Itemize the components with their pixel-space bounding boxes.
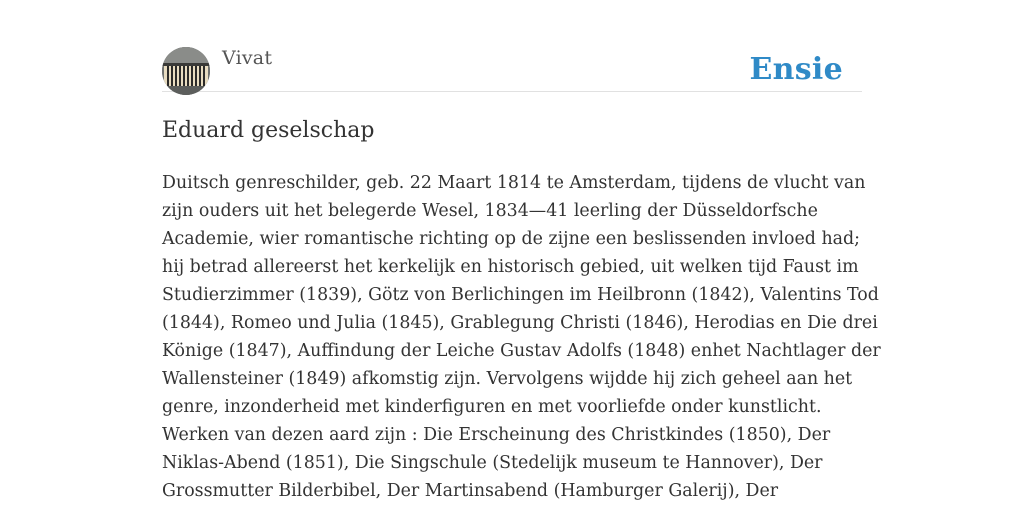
book-spines-avatar-icon — [162, 47, 210, 95]
article-body — [162, 169, 881, 505]
body-line: zijn ouders uit het belegerde Wesel, 1834—41 leerling der Düsseldorfsche — [162, 201, 818, 221]
brand-logo[interactable]: Ensie — [749, 52, 843, 87]
body-line: Academie, wier romantische richting op de zijne een beslissenden invloed had; — [162, 229, 861, 249]
author-avatar[interactable] — [162, 47, 210, 95]
article-title: Eduard geselschap — [162, 118, 375, 143]
body-line: Duitsch genreschilder, geb. 22 Maart 1814 te Amsterdam, tijdens de vlucht van — [162, 173, 866, 193]
body-line: Werken van dezen aard zijn : Die Erscheinung des Christkindes (1850), Der — [162, 425, 831, 445]
header — [162, 46, 862, 92]
body-line: Wallensteiner (1849) afkomstig zijn. Vervolgens wijdde hij zich geheel aan het — [162, 369, 853, 389]
author-name[interactable]: Vivat — [222, 47, 273, 69]
body-line: genre, inzonderheid met kinderfiguren en met voorliefde onder kunstlicht. — [162, 397, 822, 417]
body-line: Niklas-Abend (1851), Die Singschule (Stedelijk museum te Hannover), Der — [162, 453, 823, 473]
body-line: hij betrad allereerst het kerkelijk en historisch gebied, uit welken tijd Faust im — [162, 257, 859, 277]
body-line: Grossmutter Bilderbibel, Der Martinsabend (Hamburger Galerij), Der — [162, 481, 779, 501]
body-line: (1844), Romeo und Julia (1845), Grablegung Christi (1846), Herodias en Die drei — [162, 313, 878, 333]
body-line: Studierzimmer (1839), Götz von Berlichingen im Heilbronn (1842), Valentins Tod — [162, 285, 879, 305]
body-line: Könige (1847), Auffindung der Leiche Gustav Adolfs (1848) enhet Nachtlager der — [162, 341, 881, 361]
